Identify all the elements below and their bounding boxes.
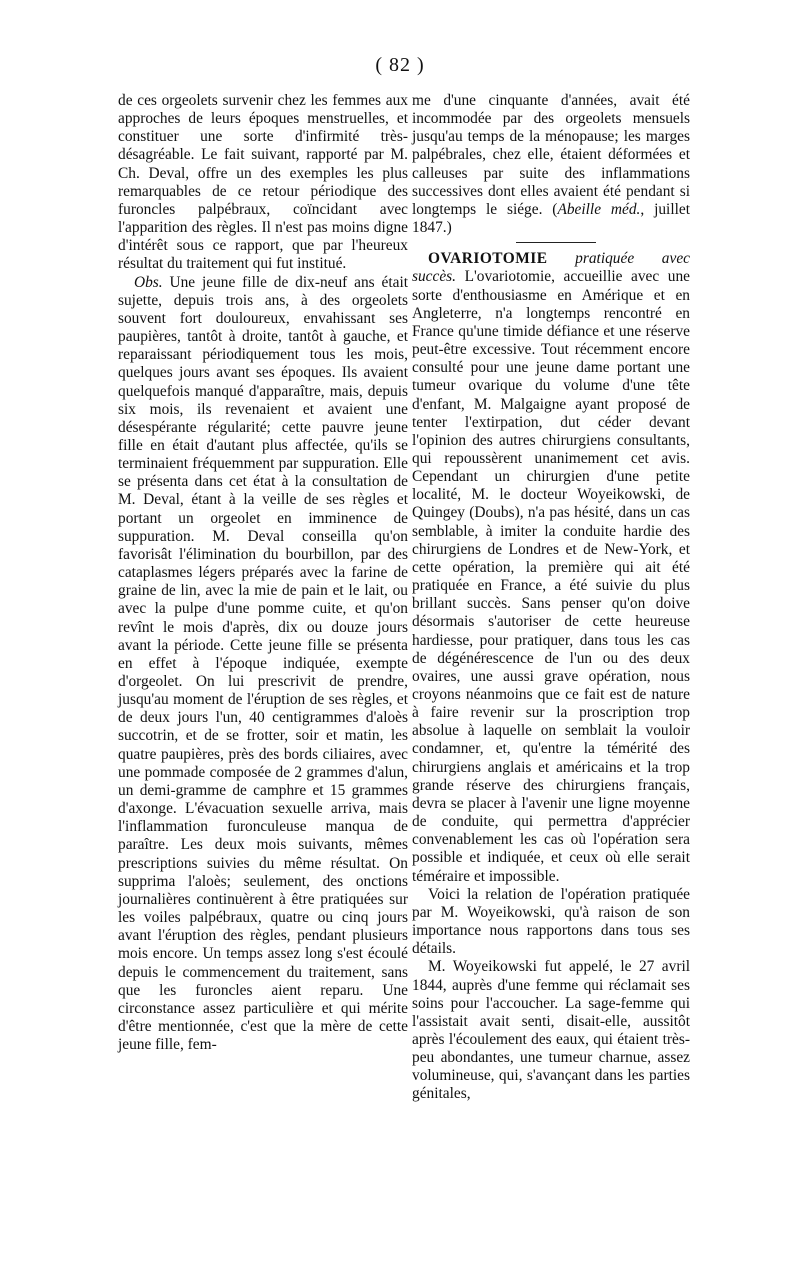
obs-label: Obs.: [134, 273, 163, 291]
ovariotomie-paragraph: [412, 250, 690, 885]
ovariotomie-text: L'ovariotomie, accueillie avec une sorte d'enthousiasme en Amérique et en Angleterre, n'a longtemps rencontré en France qu'une timide défiance et une réserve peut-être excessive. Tout récemment encore consulté pour une jeune dame portant une tumeur ovarique du volume d'une tête d'enfant, M. Malgaigne ayant proposé de tenter l'extirpation, dut céder devant l'opinion des autres chirurgiens consultants, qui repoussèrent unanimement cet avis. Cependant un chirurgien d'une petite localité, M. le docteur Woyeikowski, de Quingey (Doubs), n'a pas hésité, dans un cas semblable, à imiter la conduite hardie des chirurgiens de Londres et de New-York, et cette opération, la première qui ait été pratiquée en France, a été suivie du plus brillant succès. Sans penser qu'on doive désormais s'autoriser de cette heureuse hardiesse, pour pratiquer, dans tous les cas de dégénérescence de l'un ou des deux ovaires, une aussi grave opération, nous croyons néanmoins que ce fait est de nature à faire revenir sur la proscription trop absolue à laquelle on semblait la vouloir condamner, et, qu'entre la témérité des chirurgiens anglais et américains et la trop grande réserve des chirurgiens français, devra se placer à l'avenir une ligne moyenne de conduite, qui permettra d'apprécier convenablement les cas où l'opération sera possible et indiquée, et ceux où elle serait téméraire et impossible.: [412, 268, 690, 885]
citation-date: , juillet 1847.): [412, 200, 690, 237]
page-number: ( 82 ): [375, 54, 425, 76]
section-heading: OVARIOTOMIE: [428, 250, 548, 268]
right-paragraph-4: M. Woyeikowski fut appelé, le 27 avril 1844, auprès d'une femme qui réclamait ses soins pour l'accoucher. La sage-femme qui l'assistait avait senti, disait-elle, aussitôt après l'écoulement des eaux, qui étaient très-peu abondantes, une tumeur charnue, assez volumineuse, qui, s'avançant dans les parties génitales,: [412, 958, 690, 1103]
right-paragraph-1-text: me d'une cinquante d'années, avait été incommodée par des orgeolets mensuels jusqu'au temps de la ménopause; les marges palpébrales, chez elle, étaient déformées et calleuses par suite des inflammations successives dont elles avaient été pendant si longtemps le siége.: [412, 92, 690, 218]
section-heading-tagline: pratiquée avec succès.: [412, 250, 690, 286]
observation-paragraph: [118, 274, 408, 1055]
right-column: [412, 92, 690, 1104]
right-paragraph-3: Voici la relation de l'opération pratiquée par M. Woyeikowski, qu'à raison de son importance nous rapportons dans tous ses détails.: [412, 885, 690, 958]
left-paragraph-1: de ces orgeolets survenir chez les femmes aux approches de leurs époques menstruelles, et constituer une sorte d'infirmité très-désagréable. Le fait suivant, rapporté par M. Ch. Deval, offre un des exemples les plus remarquables de ce retour périodique des furoncles palpébraux, coïncidant avec l'apparition des règles. Il n'est pas moins digne d'intérêt sous ce rapport, que par l'heureux résultat du traitement qui fut institué.: [118, 92, 408, 273]
right-paragraph-1: [412, 92, 690, 237]
observation-text: Une jeune fille de dix-neuf ans était sujette, depuis trois ans, à des orgeolets souvent fort douloureux, envahissant ses paupières, tantôt à droite, tantôt à gauche, et reparaissant périodiquement tous les mois, quelques jours avant ses époques. Ils avaient quelquefois manqué d'apparaître, mais, depuis six mois, ils revenaient et avaient une désespérante régularité; cette pauvre jeune fille en était d'autant plus affectée, qu'ils se terminaient fréquemment par suppuration. Elle se présenta dans cet état à la consultation de M. Deval, étant à la veille de ses règles et portant un orgeolet en imminence de suppuration. M. Deval conseilla qu'on favorisât l'élimination du bourbillon, par des cataplasmes légers préparés avec la farine de graine de lin, avec la mie de pain et le lait, ou avec la pulpe d'une pomme cuite, et qu'on revînt le mois d'après, dix ou douze jours avant la période. Cette jeune fille se présenta en effet à l'époque indiquée, exempte d'orgeolet. On lui prescrivit de prendre, jusqu'au moment de l'éruption de ses règles, et de deux jours l'un, 40 centigrammes d'aloès succotrin, et de se frotter, soir et matin, les quatre paupières, près des bords ciliaires, avec une pommade composée de 2 grammes d'alun, un demi-gramme de camphre et 15 grammes d'axonge. L'évacuation sexuelle arriva, mais l'inflammation furonculeuse manqua de paraître. Les deux mois suivants, mêmes prescriptions suivies du même résultat. On supprima l'aloès; seulement, des onctions journalières continuèrent à être pratiquées sur les voiles palpébraux, quatre ou cinq jours avant l'éruption des règles, pendant plusieurs mois encore. Un temps assez long s'est écoulé depuis le commencement du traitement, sans que les furoncles aient reparu. Une circonstance assez particulière et qui mérite d'être mentionnée, c'est que la mère de cette jeune fille, fem-: [118, 273, 408, 1054]
citation-open: (: [542, 200, 558, 218]
left-column: [118, 92, 408, 1054]
citation-source: Abeille méd.: [557, 200, 641, 218]
section-divider: [516, 242, 596, 243]
